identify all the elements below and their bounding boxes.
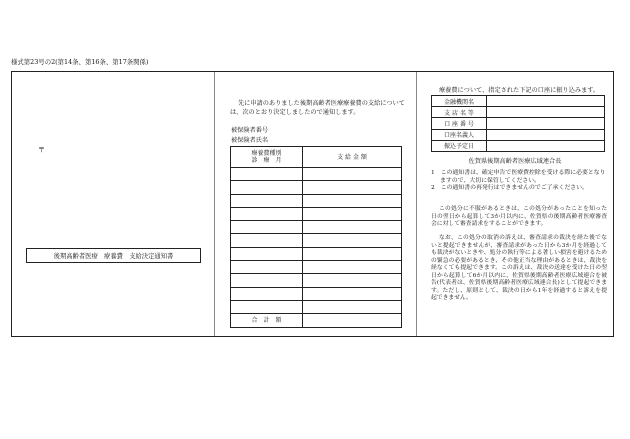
benefit-table <box>230 146 402 328</box>
table-cell <box>231 207 303 220</box>
transfer-date-value <box>487 140 605 151</box>
table-cell <box>231 221 303 234</box>
lawsuit-paragraph: なお、この処分の取消の訴えは、審査請求の裁決を経た後でないと提起できませんが、審査請求があった日から3か月を経過しても裁決がないときや、処分の執行等による著しい損害を避けるための緊急の必要があるとき、その他正当な理由があるときは、裁決を経なくても提起できます。この訴えは、裁決の送達を受けた日の翌日から起算して6か月以内に、佐賀県後期高齢者医療広域連合を被告(代表者は、佐賀県後期高齢者医療広域連合長)として提起できます。ただし、原則として、裁決の日から1年を経過すると訴えを提起できません。 <box>431 235 607 301</box>
account-holder-value <box>487 129 605 140</box>
account-panel <box>417 72 613 336</box>
table-row <box>231 221 402 234</box>
decision-panel <box>215 72 417 336</box>
table-cell <box>231 287 303 300</box>
table-row <box>231 168 402 181</box>
bank-name-value <box>487 96 605 107</box>
table-row <box>432 129 605 140</box>
table-cell <box>303 247 402 260</box>
postal-mark: 〒 <box>38 146 45 154</box>
address-panel <box>12 72 215 336</box>
note-item: 2 この通知書の再発行はできませんのでご了承ください。 <box>431 185 588 192</box>
table-row <box>231 287 402 300</box>
table-row <box>231 247 402 260</box>
table-row <box>432 107 605 118</box>
account-number-label: 口 座 番 号 <box>432 118 487 129</box>
account-table <box>431 95 605 152</box>
table-cell <box>231 234 303 247</box>
header-type-label: 療養費種別 <box>251 150 282 157</box>
table-cell <box>231 300 303 313</box>
table-row <box>231 207 402 220</box>
table-row <box>432 140 605 151</box>
table-row <box>231 300 402 313</box>
issuer-name: 佐賀県後期高齢者医療広域連合長 <box>468 158 562 165</box>
insured-number-label: 被保険者番号 <box>231 127 269 134</box>
insured-name-label: 被保険者氏名 <box>231 137 269 144</box>
table-cell <box>231 168 303 181</box>
table-cell <box>303 168 402 181</box>
table-cell <box>303 234 402 247</box>
table-cell <box>303 221 402 234</box>
table-cell <box>303 207 402 220</box>
intro-text: 先に申請のありました後期高齢者医療療養費の支給については、次のとおり決定しましたので通知します。 <box>230 100 405 116</box>
table-cell <box>303 287 402 300</box>
header-month-label: 診 療 月 <box>251 157 282 164</box>
table-cell <box>231 194 303 207</box>
header-type-month <box>231 147 303 168</box>
notice-title: 後期高齢者医療 療養費 支給決定通知書 <box>26 248 201 263</box>
total-amount <box>303 314 402 328</box>
benefit-table-header <box>231 147 402 168</box>
table-cell <box>303 261 402 274</box>
table-row <box>231 181 402 194</box>
total-label: 合 計 額 <box>231 314 303 328</box>
account-holder-label: 口座名義人 <box>432 129 487 140</box>
header-amount-label: 支 給 金 額 <box>303 147 402 168</box>
table-cell <box>231 261 303 274</box>
form-number-label: 様式第23号の2(第14条、第16条、第17条関係) <box>11 58 149 66</box>
table-row <box>231 261 402 274</box>
table-cell <box>303 194 402 207</box>
table-cell <box>303 274 402 287</box>
transfer-note: 療養費について、指定された下記の口座に振り込みます。 <box>439 87 600 94</box>
table-cell <box>231 247 303 260</box>
table-row <box>432 96 605 107</box>
transfer-date-label: 振込予定日 <box>432 140 487 151</box>
notes-list <box>431 170 607 193</box>
notice-sheet <box>11 71 614 337</box>
table-row <box>231 274 402 287</box>
appeal-paragraph: この処分に不服があるときは、この処分があったことを知った日の翌日から起算して3か月以内に、佐賀県の後期高齢者医療審査会に対して審査請求をすることができます。 <box>431 206 607 227</box>
table-cell <box>231 274 303 287</box>
branch-name-label: 支 店 名 等 <box>432 107 487 118</box>
table-cell <box>231 181 303 194</box>
table-cell <box>303 181 402 194</box>
total-row <box>231 314 402 328</box>
table-row <box>231 234 402 247</box>
account-number-value <box>487 118 605 129</box>
bank-name-label: 金融機関名 <box>432 96 487 107</box>
note-item: 1 この通知書は、確定申告で医療費控除を受ける際に必要となりますので、大切に保管してください。 <box>431 170 606 184</box>
table-row <box>231 194 402 207</box>
table-cell <box>303 300 402 313</box>
branch-name-value <box>487 107 605 118</box>
table-row <box>432 118 605 129</box>
